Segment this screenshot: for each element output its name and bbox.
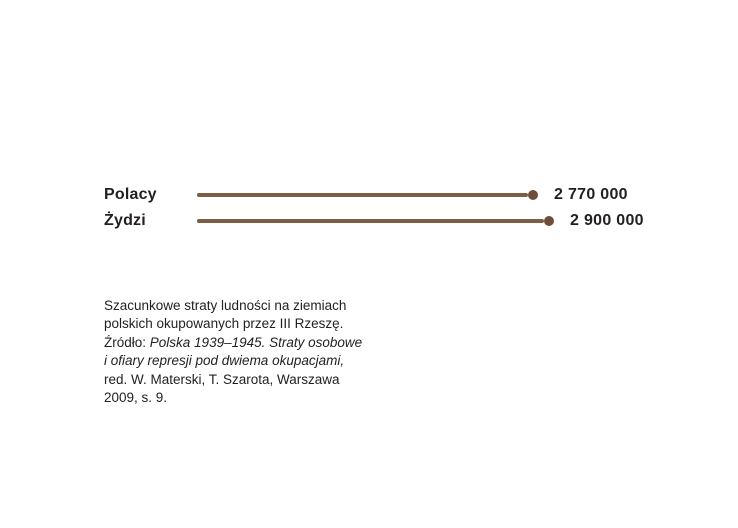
lollipop-chart bbox=[104, 182, 644, 234]
caption-line bbox=[104, 315, 394, 333]
caption-text: Źródło: bbox=[104, 334, 150, 350]
value-label: 2 770 000 bbox=[554, 186, 628, 203]
bar-line bbox=[197, 219, 544, 223]
caption-text: red. W. Materski, T. Szarota, Warszawa bbox=[104, 371, 340, 387]
caption-line bbox=[104, 352, 394, 370]
caption-source-italic: Polska 1939–1945. Straty osobowe bbox=[149, 334, 363, 350]
category-label: Polacy bbox=[104, 186, 157, 203]
caption-text: polskich okupowanych przez III Rzeszę. bbox=[104, 316, 344, 332]
value-label: 2 900 000 bbox=[570, 212, 644, 229]
caption-line bbox=[104, 371, 394, 389]
category-label: Żydzi bbox=[104, 212, 146, 229]
bar-line bbox=[197, 193, 528, 197]
bar-dot bbox=[544, 216, 554, 226]
caption-line bbox=[104, 334, 394, 352]
caption-source-italic: i ofiary represji pod dwiema okupacjami, bbox=[104, 353, 345, 369]
caption-line bbox=[104, 297, 394, 315]
chart-row bbox=[104, 208, 644, 234]
caption-line bbox=[104, 389, 394, 407]
caption-text: Szacunkowe straty ludności na ziemiach bbox=[104, 298, 347, 313]
caption-text: 2009, s. 9. bbox=[104, 390, 168, 406]
bar-dot bbox=[528, 190, 538, 200]
chart-row bbox=[104, 182, 644, 208]
chart-caption bbox=[104, 297, 394, 407]
